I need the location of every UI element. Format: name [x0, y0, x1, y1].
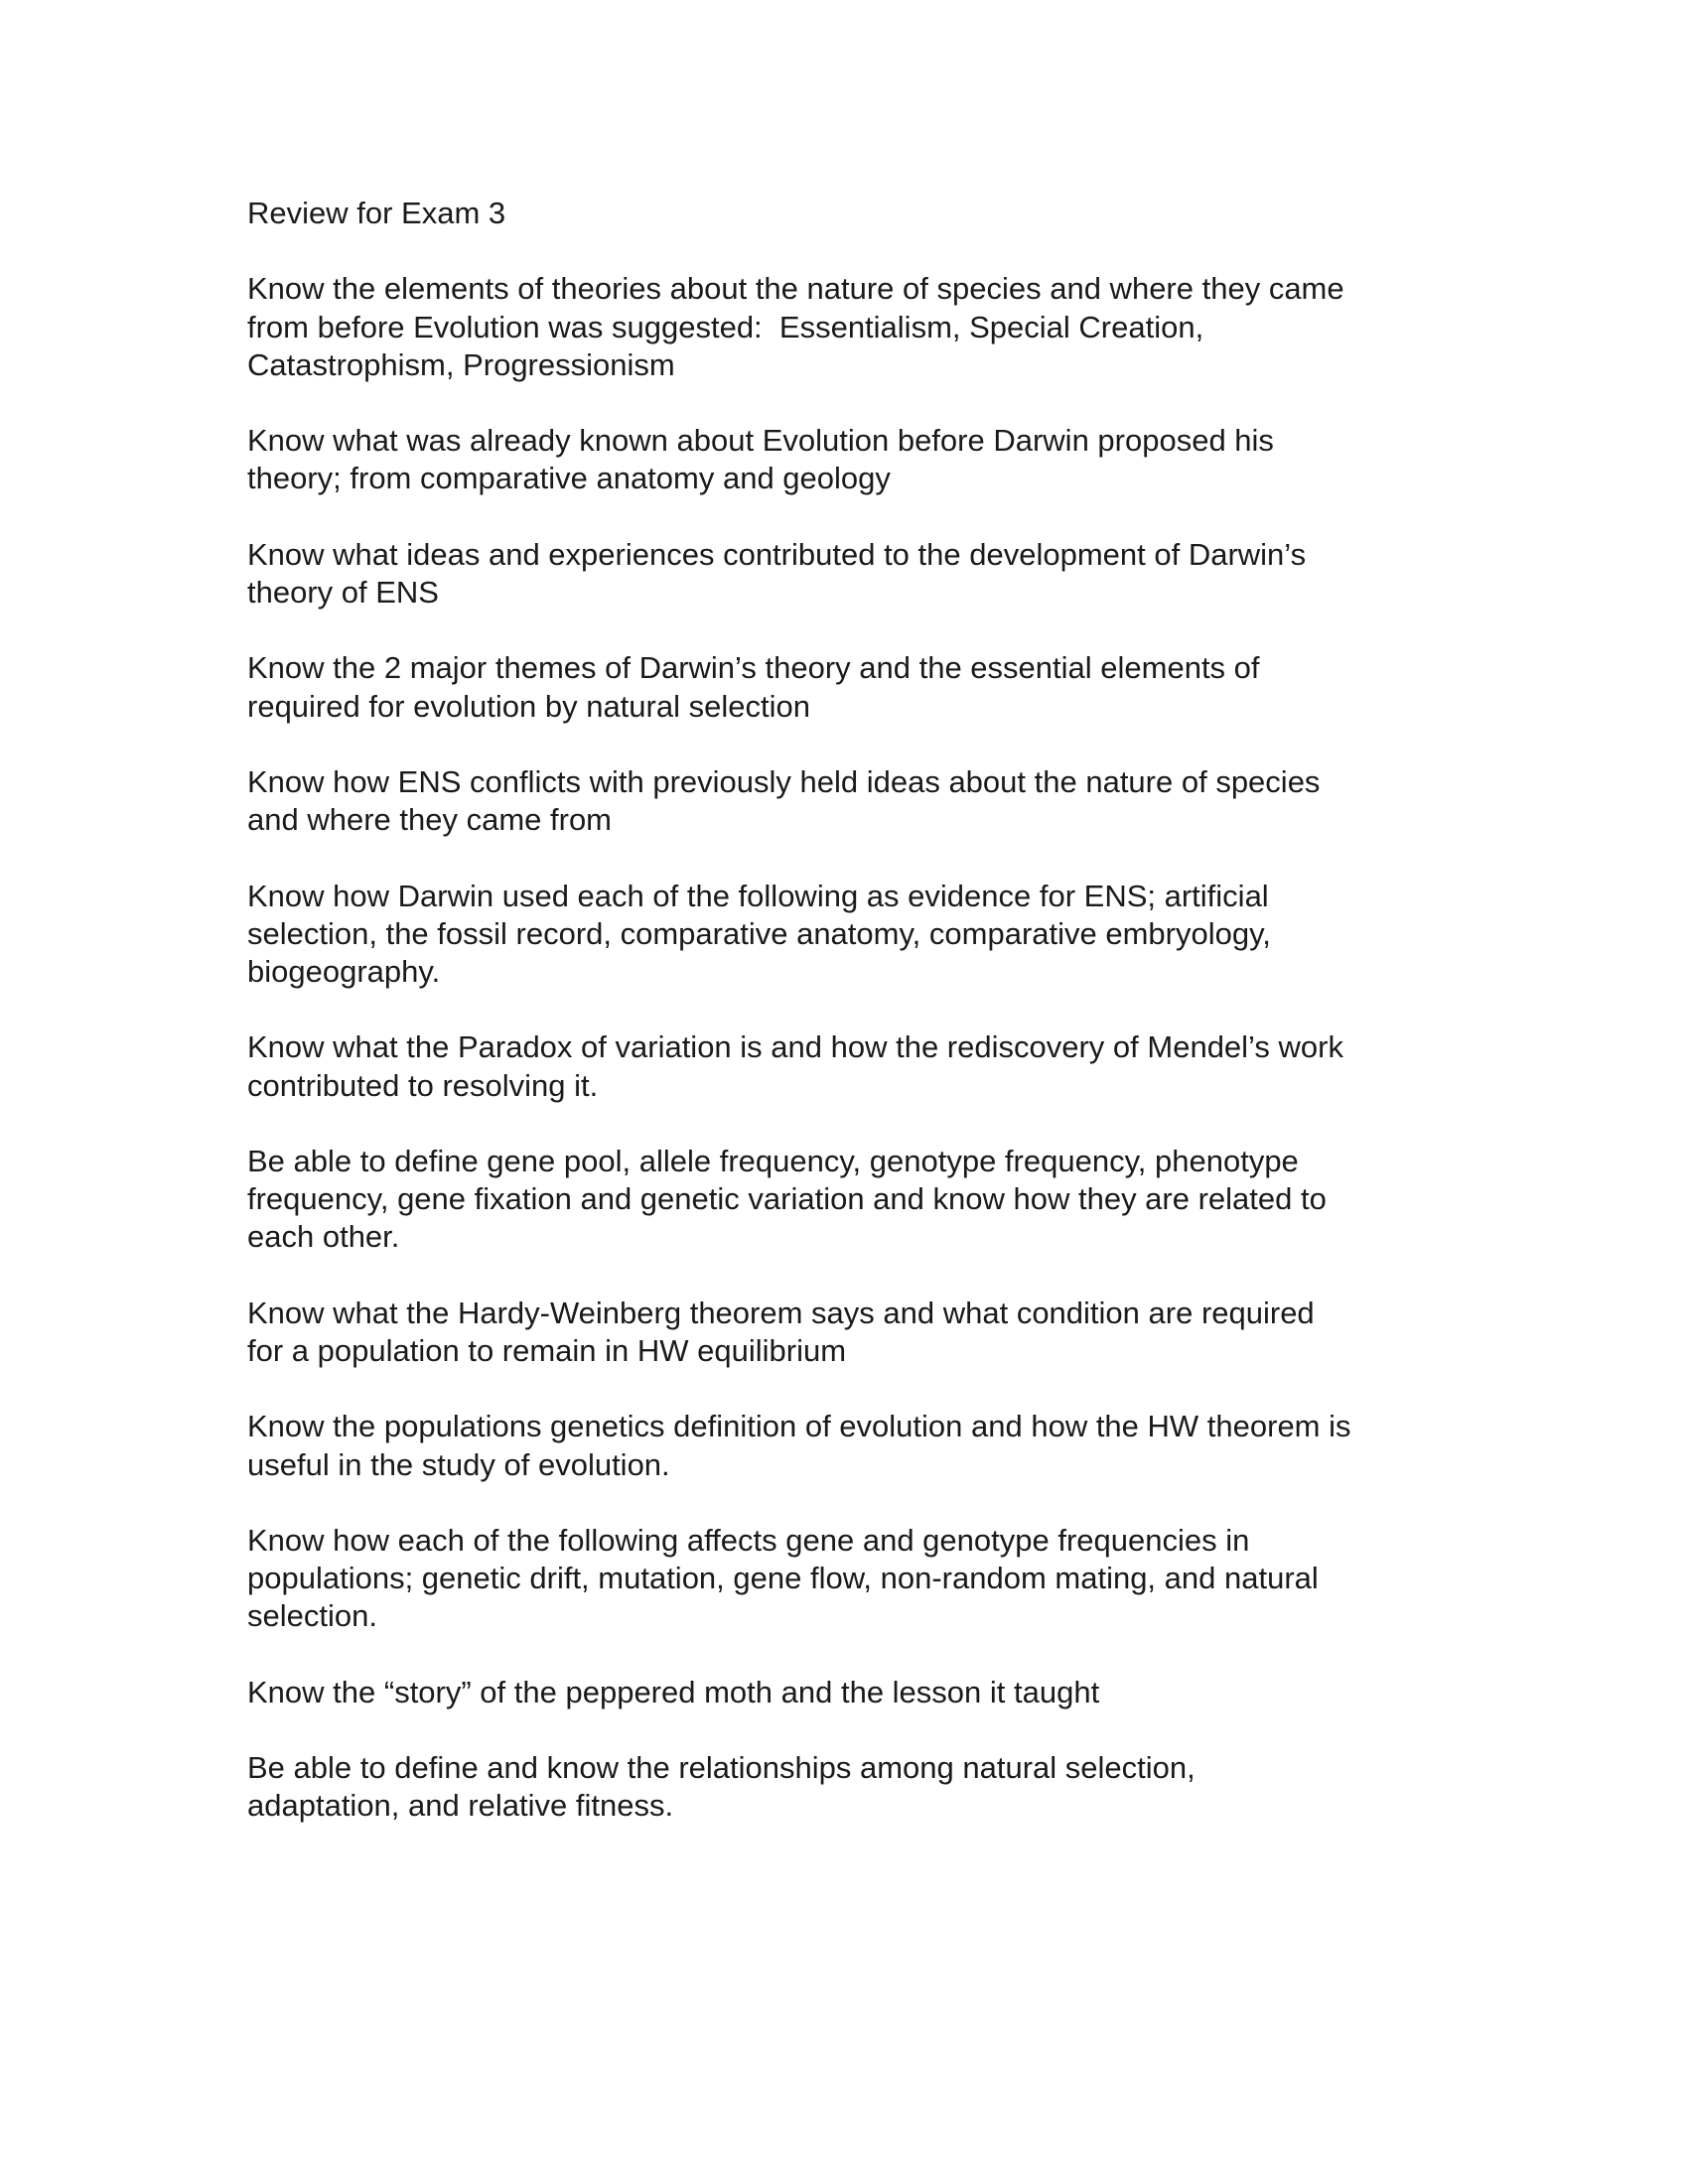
review-item-line: frequency, gene fixation and genetic variation and know how they are related to — [247, 1181, 1327, 1217]
review-item-line: Know the elements of theories about the nature of species and where they came — [247, 271, 1344, 307]
review-item-line: selection. — [247, 1598, 377, 1634]
document-title: Review for Exam 3 — [247, 196, 506, 230]
review-item-line: Be able to define and know the relationships among natural selection, — [247, 1750, 1196, 1786]
review-item-line: for a population to remain in HW equilibrium — [247, 1332, 847, 1368]
review-item — [247, 1749, 1464, 1825]
review-item-line: from before Evolution was suggested: Essentialism, Special Creation, — [247, 309, 1204, 344]
review-item — [247, 1028, 1464, 1104]
review-item-line: theory; from comparative anatomy and geology — [247, 461, 891, 496]
review-item-line: Know what ideas and experiences contributed to the development of Darwin’s — [247, 536, 1307, 572]
review-item-line: useful in the study of evolution. — [247, 1446, 670, 1482]
review-item-line: populations; genetic drift, mutation, gene flow, non-random mating, and natural — [247, 1561, 1319, 1596]
review-item-line: and where they came from — [247, 802, 613, 838]
review-item-line: Know how each of the following affects gene and genotype frequencies in — [247, 1522, 1250, 1558]
review-item — [247, 878, 1464, 992]
review-items-list — [247, 270, 1464, 1825]
review-item-line: Know the “story” of the peppered moth and the lesson it taught — [247, 1674, 1100, 1709]
review-item-line: Know how Darwin used each of the following as evidence for ENS; artificial — [247, 878, 1269, 913]
document-body — [247, 195, 1464, 1863]
review-item-line: selection, the fossil record, comparative anatomy, comparative embryology, — [247, 915, 1271, 951]
review-item-line: adaptation, and relative fitness. — [247, 1788, 674, 1824]
review-item-line: theory of ENS — [247, 574, 439, 610]
review-item — [247, 270, 1464, 384]
review-item-line: Know what the Hardy-Weinberg theorem says and what condition are required — [247, 1295, 1315, 1330]
review-item — [247, 1522, 1464, 1636]
review-item-line: Be able to define gene pool, allele frequency, genotype frequency, phenotype — [247, 1143, 1299, 1178]
review-item-line: Know the 2 major themes of Darwin’s theory and the essential elements of — [247, 650, 1260, 686]
review-item-line: biogeography. — [247, 953, 441, 989]
review-item — [247, 1143, 1464, 1257]
review-item-line: Catastrophism, Progressionism — [247, 346, 675, 382]
review-item — [247, 1295, 1464, 1370]
review-item — [247, 763, 1464, 839]
review-item — [247, 649, 1464, 725]
review-item — [247, 1674, 1464, 1711]
review-item-line: Know what was already known about Evolution before Darwin proposed his — [247, 423, 1274, 459]
review-item-line: Know what the Paradox of variation is and how the rediscovery of Mendel’s work — [247, 1029, 1343, 1065]
review-item-line: each other. — [247, 1219, 400, 1255]
review-item-line: required for evolution by natural selection — [247, 688, 810, 724]
review-item — [247, 422, 1464, 497]
review-item-line: contributed to resolving it. — [247, 1067, 599, 1103]
review-item — [247, 536, 1464, 612]
review-item-line: Know the populations genetics definition of evolution and how the HW theorem is — [247, 1409, 1351, 1444]
review-item-line: Know how ENS conflicts with previously held ideas about the nature of species — [247, 763, 1321, 799]
review-item — [247, 1408, 1464, 1483]
